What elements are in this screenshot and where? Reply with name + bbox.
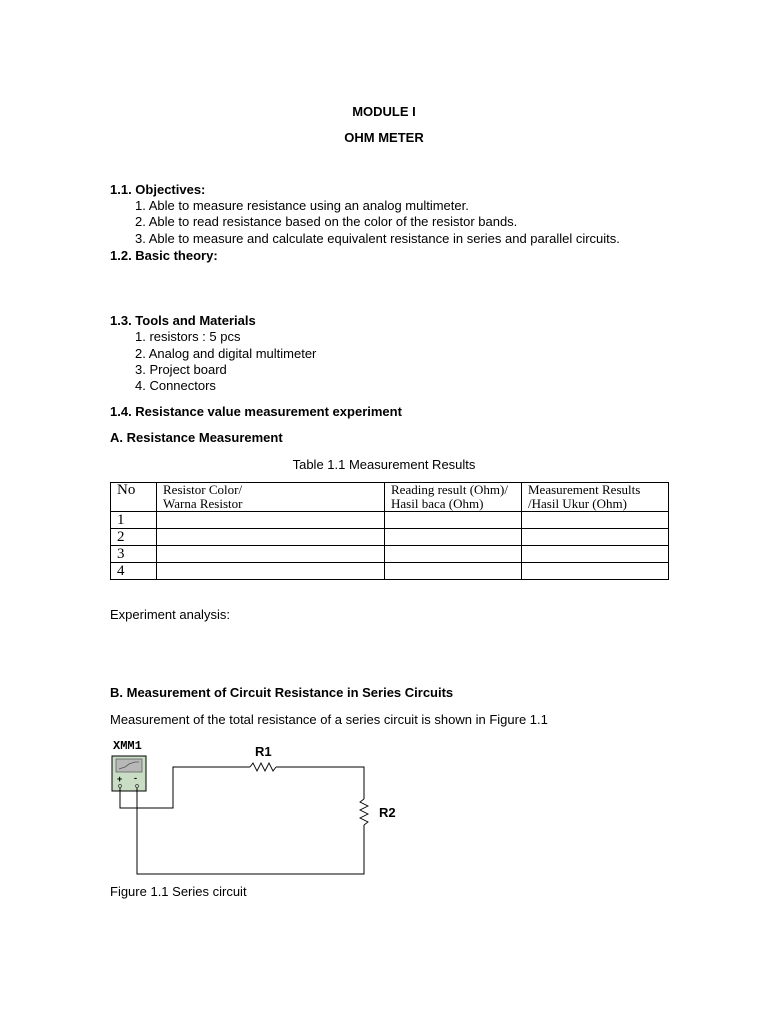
header-measurement-results: Measurement Results /Hasil Ukur (Ohm): [522, 483, 669, 512]
multimeter-minus: -: [134, 773, 137, 783]
module-subtitle: OHM METER: [344, 130, 424, 145]
reading-result-cell: [385, 563, 522, 580]
basic-theory-heading: 1.2. Basic theory:: [110, 248, 218, 263]
wire-right: [276, 767, 364, 799]
r1-label: R1: [255, 744, 272, 759]
r2-label: R2: [379, 805, 396, 820]
objective-item-1: 1. Able to measure resistance using an analog multimeter.: [135, 198, 469, 213]
objectives-heading: 1.1. Objectives:: [110, 182, 206, 197]
header-resistor-color: Resistor Color/ Warna Resistor: [157, 483, 385, 512]
measurement-results-table: [110, 482, 669, 580]
table-caption: Table 1.1 Measurement Results: [292, 457, 476, 472]
resistor-color-cell: [157, 512, 385, 529]
subheading-resistance-measurement: A. Resistance Measurement: [110, 430, 283, 445]
reading-result-cell: [385, 512, 522, 529]
reading-result-cell: [385, 529, 522, 546]
measurement-result-cell: [522, 563, 669, 580]
table-row: [111, 563, 669, 580]
series-heading: B. Measurement of Circuit Resistance in Series Circuits: [110, 685, 454, 700]
objective-item-2: 2. Able to read resistance based on the color of the resistor bands.: [135, 214, 518, 229]
header-no: No: [111, 483, 157, 512]
tools-item-4: 4. Connectors: [135, 378, 216, 393]
row-number: 1: [111, 512, 157, 529]
resistor-r1-symbol: [250, 763, 276, 771]
row-number: 3: [111, 546, 157, 563]
multimeter-plus: +: [117, 774, 123, 784]
resistor-color-cell: [157, 563, 385, 580]
tools-item-1: 1. resistors : 5 pcs: [135, 329, 241, 344]
wire-bottom: [137, 788, 364, 874]
tools-heading: 1.3. Tools and Materials: [110, 313, 256, 328]
experiment-heading: 1.4. Resistance value measurement experiment: [110, 404, 402, 419]
measurement-result-cell: [522, 546, 669, 563]
table-row: [111, 546, 669, 563]
measurement-result-cell: [522, 512, 669, 529]
tools-item-3: 3. Project board: [135, 362, 227, 377]
figure-caption: Figure 1.1 Series circuit: [110, 884, 247, 899]
tools-item-2: 2. Analog and digital multimeter: [135, 346, 317, 361]
objective-item-3: 3. Able to measure and calculate equivalent resistance in series and parallel circuits.: [135, 231, 620, 246]
table-row: [111, 529, 669, 546]
multimeter-icon: [112, 756, 146, 791]
resistor-r2-symbol: [360, 799, 368, 825]
multimeter-label: XMM1: [113, 739, 142, 753]
row-number: 4: [111, 563, 157, 580]
series-description: Measurement of the total resistance of a series circuit is shown in Figure 1.1: [110, 712, 548, 727]
resistor-color-cell: [157, 529, 385, 546]
series-circuit-diagram: [105, 736, 405, 881]
experiment-analysis-label: Experiment analysis:: [110, 607, 230, 622]
measurement-result-cell: [522, 529, 669, 546]
resistor-color-cell: [157, 546, 385, 563]
header-reading-result: Reading result (Ohm)/ Hasil baca (Ohm): [385, 483, 522, 512]
table-header-row: [111, 483, 669, 512]
module-title: MODULE I: [352, 104, 416, 119]
row-number: 2: [111, 529, 157, 546]
reading-result-cell: [385, 546, 522, 563]
table-row: [111, 512, 669, 529]
